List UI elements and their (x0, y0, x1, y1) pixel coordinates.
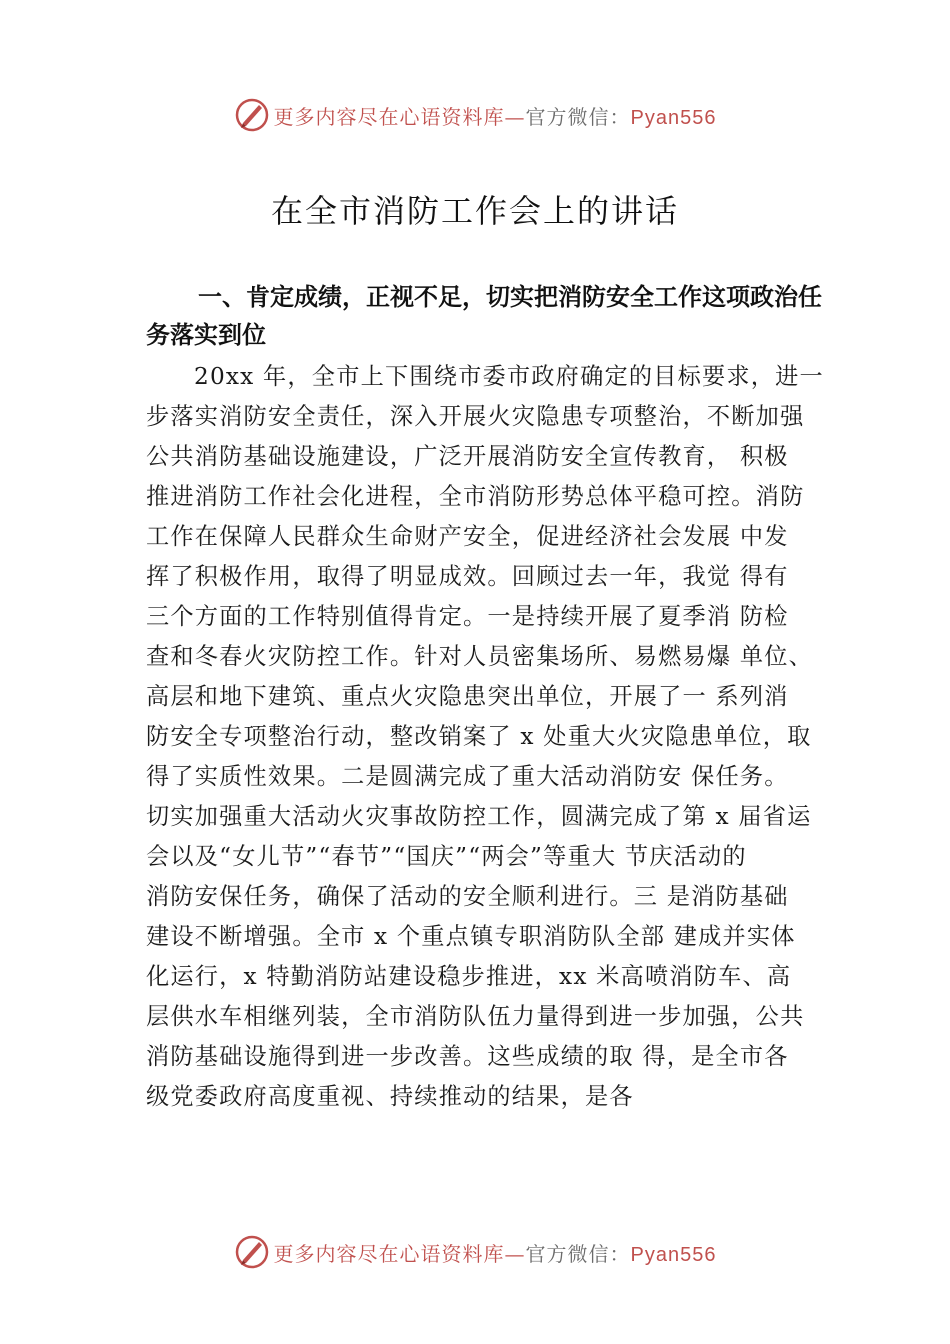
paragraph-line: 化运行，x 特勤消防站建设稳步推进，xx 米高喷消防车、高 (146, 963, 792, 990)
paragraph-line: 切实加强重大活动火灾事故防控工作，圆满完成了第 x 届省运 (146, 803, 812, 830)
paragraph-line: 消防安保任务，确保了活动的安全顺利进行。三 是消防基础 (146, 883, 789, 910)
paragraph-line: 防安全专项整治行动，整改销案了 x 处重大火灾隐患单位，取 (146, 723, 812, 750)
paragraph-line: 工作在保障人民群众生命财产安全，促进经济社会发展 中发 (146, 523, 789, 550)
paragraph-line: 级党委政府高度重视、持续推动的结果，是各 (146, 1083, 634, 1110)
paragraph-line: 挥了积极作用，取得了明显成效。回顾过去一年，我觉 得有 (146, 563, 789, 590)
document-title: 在全市消防工作会上的讲话 (270, 192, 679, 230)
banner-text: 更多内容尽在心语资料库—官方微信：Pyan556 (273, 104, 717, 129)
pen-logo-icon (234, 97, 270, 133)
header-banner (0, 95, 950, 135)
paragraph-line: 会以及“女儿节”“春节”“国庆”“两会”等重大 节庆活动的 (146, 843, 747, 870)
paragraph-line: 层供水车相继列装，全市消防队伍力量得到进一步加强，公共 (146, 1003, 805, 1030)
paragraph-line: 建设不断增强。全市 x 个重点镇专职消防队全部 建成并实体 (146, 923, 796, 950)
paragraph-line: 推进消防工作社会化进程，全市消防形势总体平稳可控。消防 (146, 483, 805, 510)
paragraph-line: 消防基础设施得到进一步改善。这些成绩的取 得，是全市各 (146, 1043, 789, 1070)
paragraph-line: 高层和地下建筑、重点火灾隐患突出单位，开展了一 系列消 (146, 683, 789, 710)
body-paragraph (146, 357, 828, 1117)
section-heading: 一、肯定成绩，正视不足，切实把消防安全工作这项政治任务落实到位 (146, 283, 822, 349)
paragraph-line: 20xx 年，全市上下围绕市委市政府确定的目标要求，进一 (194, 363, 824, 390)
paragraph-line: 步落实消防安全责任，深入开展火灾隐患专项整治，不断加强 (146, 403, 805, 430)
paragraph-line: 得了实质性效果。二是圆满完成了重大活动消防安 保任务。 (146, 763, 789, 790)
paragraph-line: 三个方面的工作特别值得肯定。一是持续开展了夏季消 防检 (146, 603, 789, 630)
pen-logo-icon (234, 1234, 270, 1270)
paragraph-line: 公共消防基础设施建设，广泛开展消防安全宣传教育， 积极 (146, 443, 789, 470)
footer-banner (0, 1232, 950, 1272)
banner-text: 更多内容尽在心语资料库—官方微信：Pyan556 (273, 1241, 717, 1266)
paragraph-line: 查和冬春火灾防控工作。针对人员密集场所、易燃易爆 单位、 (146, 643, 814, 670)
